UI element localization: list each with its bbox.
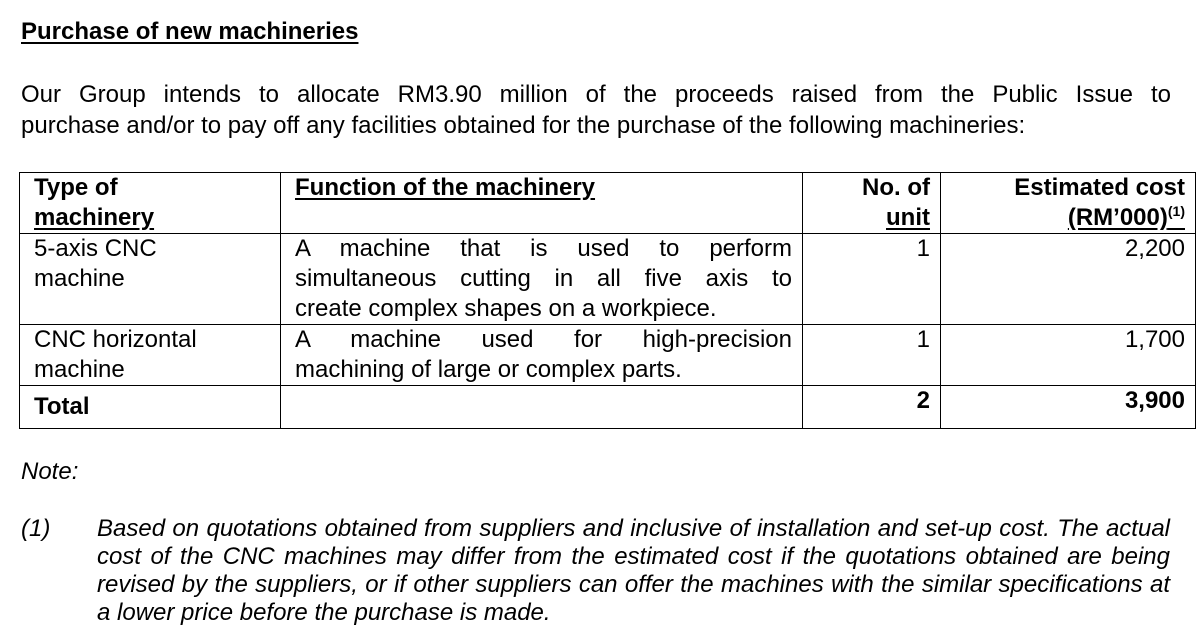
- type-line1: CNC horizontal: [34, 326, 197, 353]
- section-heading: Purchase of new machineries: [21, 18, 359, 45]
- type-line2: machine: [34, 356, 125, 383]
- table-row: [20, 325, 1196, 386]
- function-line1: A machine used for high-precision: [295, 326, 792, 353]
- cell-type: [20, 234, 281, 325]
- table-row: [20, 234, 1196, 325]
- footnote-ref: (1): [1167, 203, 1185, 219]
- header-function-label: Function of the machinery: [295, 174, 596, 201]
- function-line2: simultaneous cutting in all five axis to: [295, 265, 792, 292]
- header-type-line2: machinery: [34, 204, 155, 231]
- cell-units: 1: [803, 234, 941, 325]
- header-cost-line2: [955, 203, 1185, 233]
- table-header-row: [20, 173, 1196, 234]
- header-units-line1: No. of: [862, 174, 930, 201]
- cell-cost: 1,700: [941, 325, 1196, 386]
- cell-units: 1: [803, 325, 941, 386]
- function-line2: machining of large or complex parts.: [295, 356, 682, 383]
- total-units: 2: [803, 386, 941, 429]
- footnote-number: (1): [21, 515, 51, 542]
- cell-type: [20, 325, 281, 386]
- header-units-line2: unit: [886, 204, 930, 231]
- function-line1: A machine that is used to perform: [295, 235, 792, 262]
- intro-line-1: Our Group intends to allocate RM3.90 million of the proceeds raised from the Public Issue to: [21, 81, 1171, 108]
- machinery-table: [19, 172, 1196, 429]
- header-cost-line1: Estimated cost: [1014, 174, 1185, 201]
- header-units: [803, 173, 941, 234]
- cell-function: [281, 234, 803, 325]
- total-cost: 3,900: [941, 386, 1196, 429]
- intro-paragraph: [21, 79, 1171, 141]
- type-line2: machine: [34, 265, 125, 292]
- total-function-empty: [281, 386, 803, 429]
- header-type: [20, 173, 281, 234]
- footnote-text: Based on quotations obtained from suppliers and inclusive of installation and set-up cost. The actual cost of the CNC machines may differ from the estimated cost if the quotations obtained are being revised by the suppliers, or if other suppliers can offer the machines with the similar specifications at a lower price before the purchase is made.: [97, 515, 1170, 626]
- type-line1: 5-axis CNC: [34, 235, 157, 262]
- intro-line-2: purchase and/or to pay off any facilities obtained for the purchase of the following machineries:: [21, 112, 1026, 139]
- total-label: Total: [20, 386, 281, 429]
- header-cost-unit: (RM’000): [1067, 204, 1168, 231]
- header-type-line1: Type of: [34, 174, 118, 201]
- header-cost: [941, 173, 1196, 234]
- note-label: Note:: [21, 458, 79, 485]
- table-total-row: [20, 386, 1196, 429]
- function-line3: create complex shapes on a workpiece.: [295, 295, 717, 322]
- cell-cost: 2,200: [941, 234, 1196, 325]
- header-function: [281, 173, 803, 234]
- cell-function: [281, 325, 803, 386]
